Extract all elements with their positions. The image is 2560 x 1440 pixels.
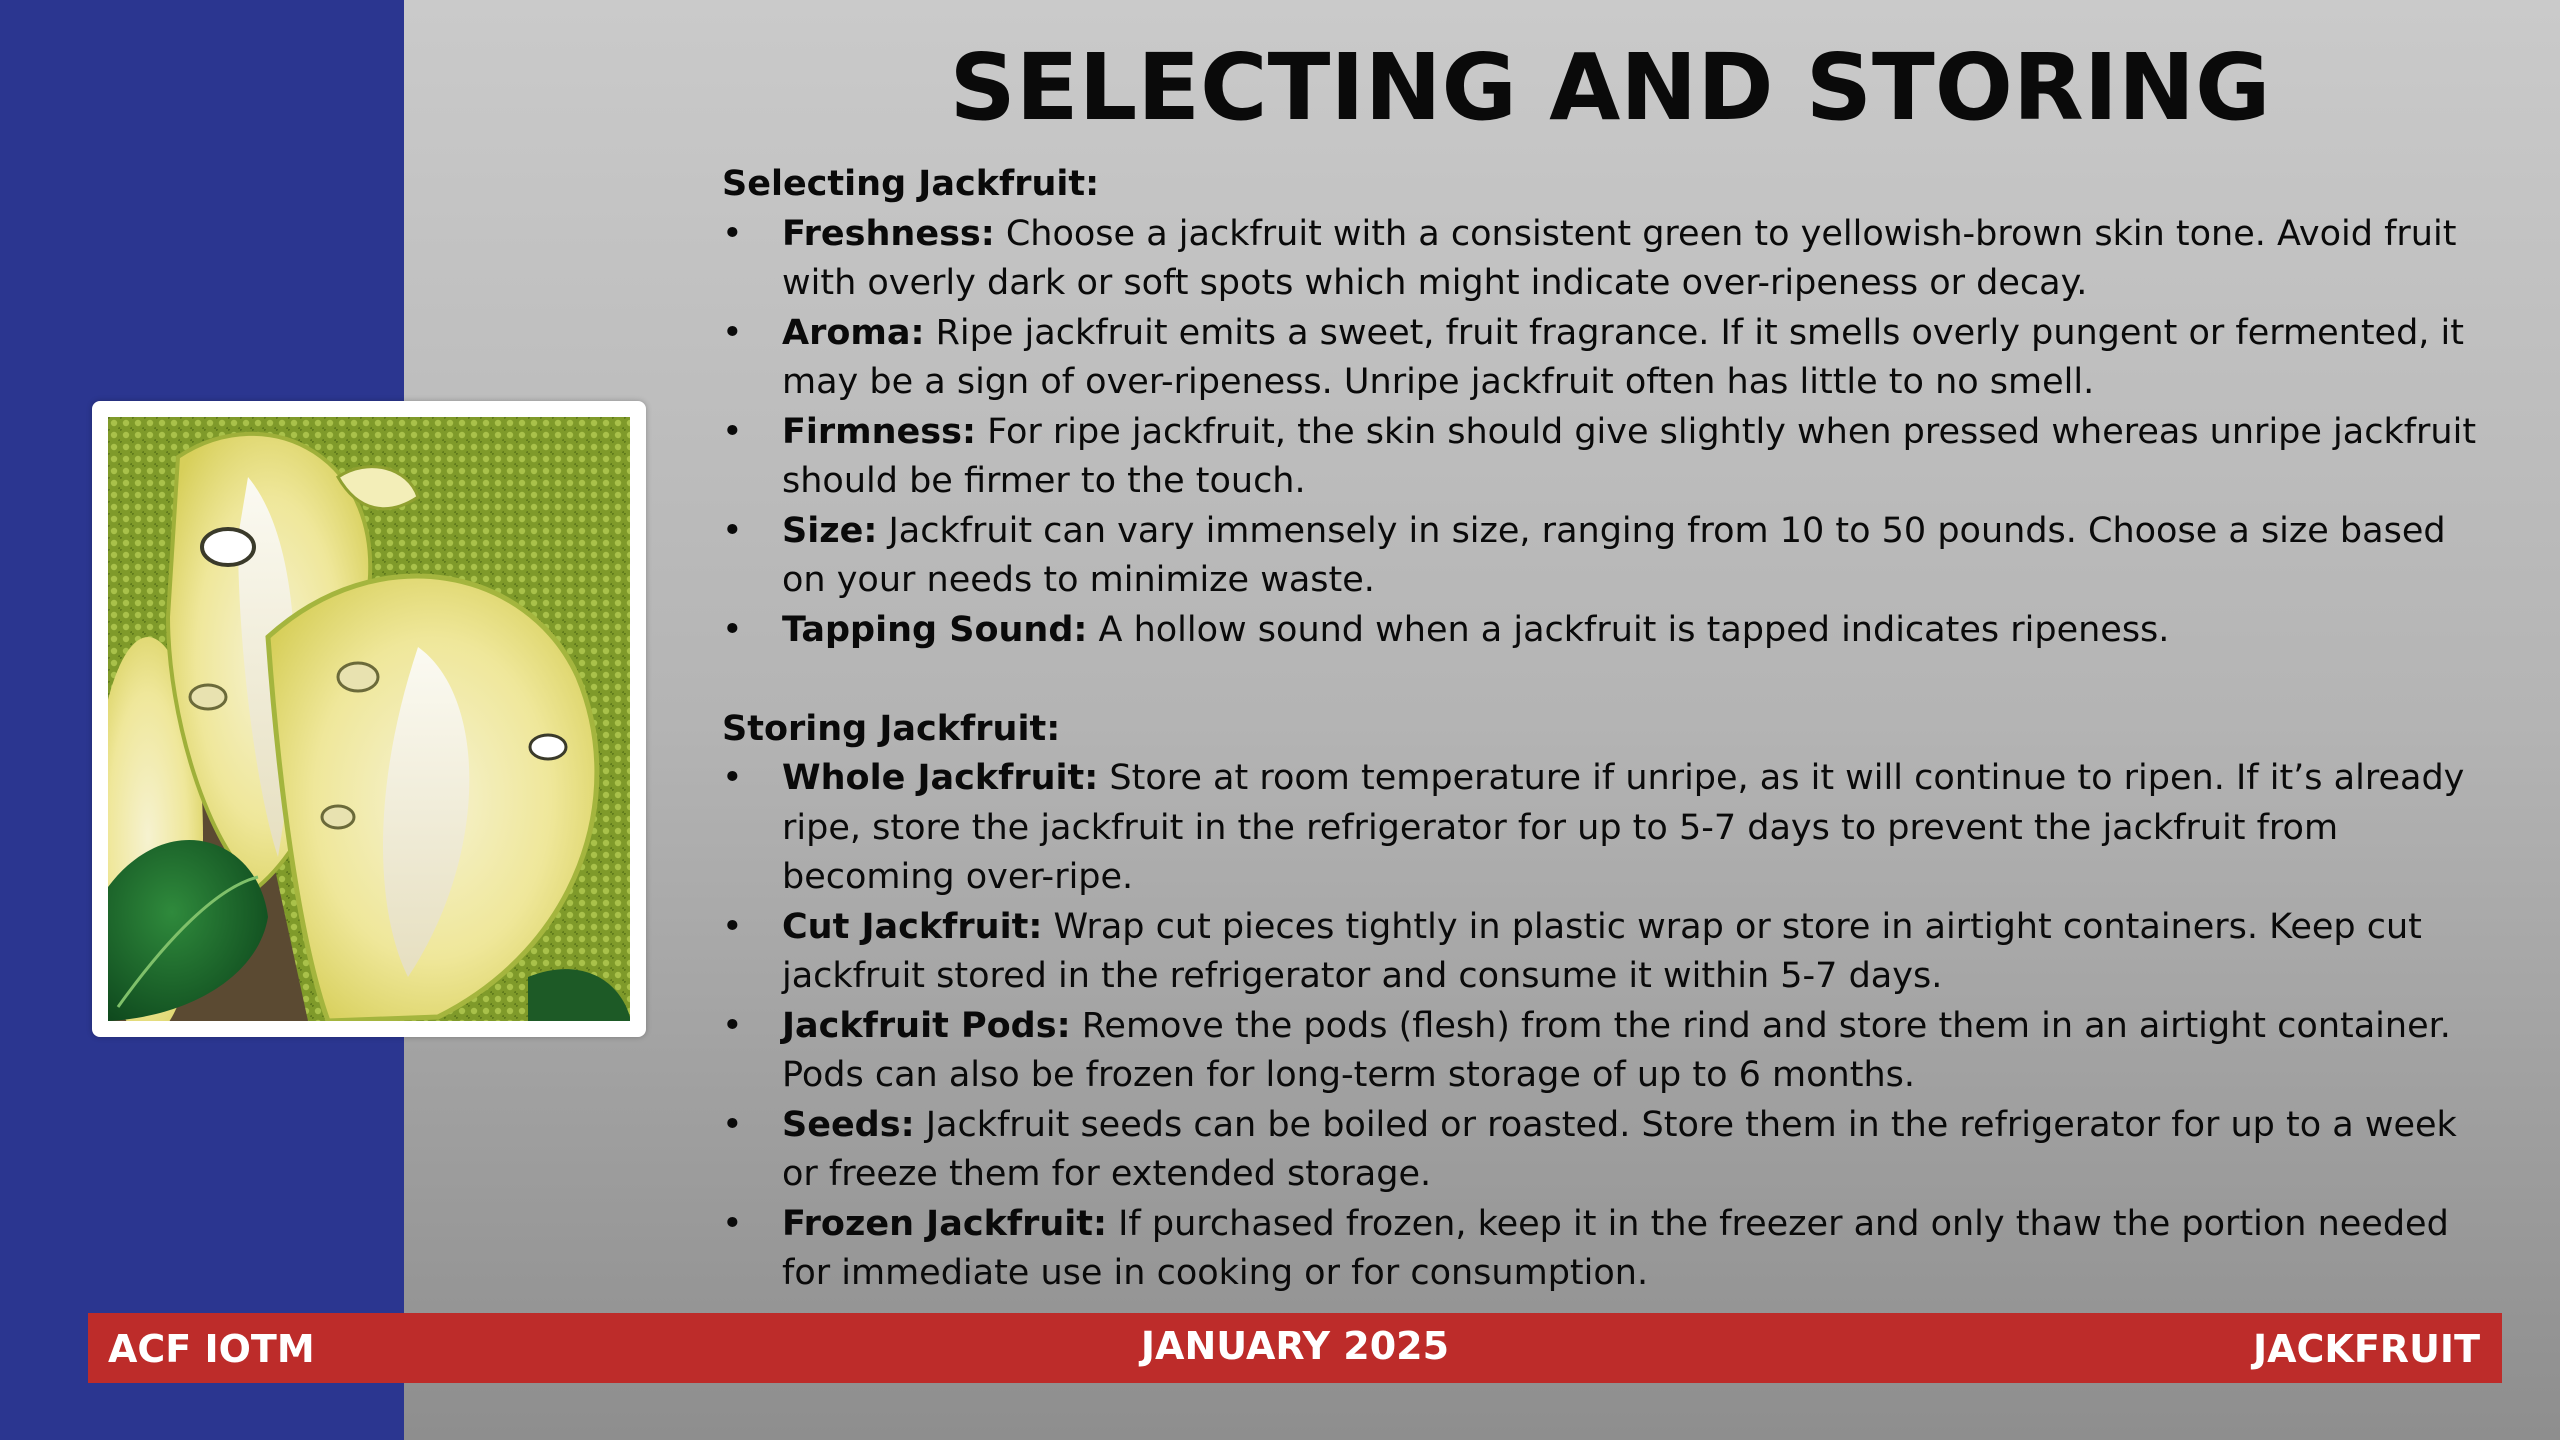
- bullet-icon: •: [722, 1203, 743, 1244]
- list-item: [722, 1101, 2482, 1200]
- item-text: Wrap cut pieces tightly in plastic wrap or store in airtight containers. Keep cut jackfruit stored in the refrigerator and consume it within 5-7 days.: [782, 906, 2422, 996]
- item-term: Jackfruit Pods:: [782, 1005, 1071, 1046]
- footer-date: JANUARY 2025: [1140, 1324, 1450, 1368]
- item-term: Firmness:: [782, 411, 976, 452]
- bullet-icon: •: [722, 510, 743, 551]
- list-item: [722, 507, 2482, 606]
- footer-bar: [88, 1313, 2502, 1383]
- selecting-heading: Selecting Jackfruit:: [722, 164, 1100, 204]
- jackfruit-photo: [108, 417, 630, 1021]
- footer-topic: JACKFRUIT: [2252, 1327, 2480, 1371]
- list-item: [722, 408, 2482, 507]
- bullet-icon: •: [722, 1005, 743, 1046]
- bullet-icon: •: [722, 609, 743, 650]
- item-text: Choose a jackfruit with a consistent green to yellowish-brown skin tone. Avoid fruit with overly dark or soft spots which might indicate over-ripeness or decay.: [782, 213, 2457, 303]
- bullet-icon: •: [722, 312, 743, 353]
- item-term: Size:: [782, 510, 878, 551]
- item-text: Ripe jackfruit emits a sweet, fruit fragrance. If it smells overly pungent or fermented, it may be a sign of over-ripeness. Unripe jackfruit often has little to no smell.: [782, 312, 2465, 402]
- bullet-icon: •: [722, 213, 743, 254]
- photo-frame: [92, 401, 646, 1037]
- list-item: [722, 1200, 2482, 1299]
- list-item: [722, 1002, 2482, 1101]
- bullet-icon: •: [722, 411, 743, 452]
- selecting-list: [722, 210, 2482, 656]
- item-text: Store at room temperature if unripe, as it will continue to ripen. If it’s already ripe, store the jackfruit in the refrigerator for up to 5-7 days to prevent the jackfruit from becoming over-ripe.: [782, 758, 2465, 897]
- item-term: Aroma:: [782, 312, 925, 353]
- item-text: For ripe jackfruit, the skin should give slightly when pressed whereas unripe jackfruit should be firmer to the touch.: [782, 411, 2477, 501]
- list-item: [722, 606, 2482, 656]
- list-item: [722, 754, 2482, 903]
- item-term: Seeds:: [782, 1104, 915, 1145]
- slide-content: [722, 160, 2482, 1299]
- item-term: Whole Jackfruit:: [782, 758, 1099, 798]
- item-term: Frozen Jackfruit:: [782, 1203, 1107, 1244]
- section-spacer: [722, 655, 2482, 705]
- item-text: Remove the pods (flesh) from the rind and store them in an airtight container. Pods can also be frozen for long-term storage of up to 6 months.: [782, 1005, 2451, 1095]
- list-item: [722, 309, 2482, 408]
- slide-title: SELECTING AND STORING: [949, 34, 2271, 141]
- footer-left-label: ACF IOTM: [108, 1327, 315, 1371]
- item-text: Jackfruit seeds can be boiled or roasted. Store them in the refrigerator for up to a week or freeze them for extended storage.: [782, 1104, 2457, 1194]
- item-term: Tapping Sound:: [782, 609, 1088, 650]
- list-item: [722, 210, 2482, 309]
- item-text: A hollow sound when a jackfruit is tapped indicates ripeness.: [1087, 609, 2170, 650]
- bullet-icon: •: [722, 1104, 743, 1145]
- bullet-icon: •: [722, 906, 743, 947]
- item-text: Jackfruit can vary immensely in size, ranging from 10 to 50 pounds. Choose a size based on your needs to minimize waste.: [782, 510, 2446, 600]
- item-term: Cut Jackfruit:: [782, 906, 1043, 947]
- bullet-icon: •: [722, 758, 743, 798]
- storing-list: [722, 754, 2482, 1299]
- item-text: If purchased frozen, keep it in the freezer and only thaw the portion needed for immediate use in cooking or for consumption.: [782, 1203, 2449, 1293]
- item-term: Freshness:: [782, 213, 995, 254]
- list-item: [722, 903, 2482, 1002]
- storing-heading: Storing Jackfruit:: [722, 708, 1061, 749]
